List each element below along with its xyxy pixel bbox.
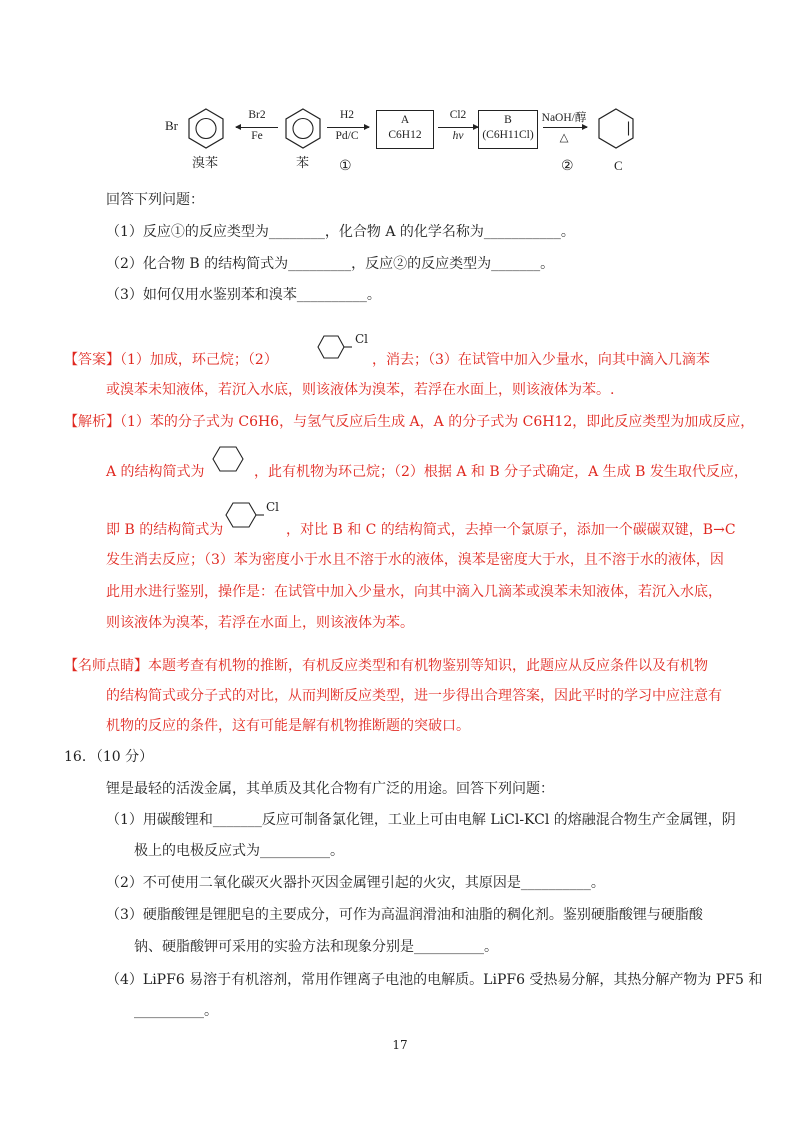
answer-line-1 [64,350,278,370]
q16-part3-line2: 钠、硬脂酸钾可采用的实验方法和现象分别是__________。 [134,939,498,955]
compound-b-box [478,110,538,149]
analysis-line-6: 则该液体为溴苯，若浮在水面上，则该液体为苯。 [106,615,414,631]
q16-part2: （2）不可使用二氧化碳灭火器扑灭因金属锂引起的火灾，其原因是__________。 [106,875,605,891]
arrow2-catalyst: Pd/C [335,130,359,142]
product-c-label: C [614,158,623,173]
q16-part1-line1: （1）用碳酸锂和_______反应可制备氯化锂，工业上可由电解 LiCl-KCl 的熔融混合物生产金属锂，阴 [106,812,736,828]
reaction-arrow-4 [543,127,587,128]
q15-intro: 回答下列问题： [106,192,204,208]
answer-part1: （1）加成，环己烷；（2） [120,352,278,368]
cyclohexane-structure-icon [205,442,249,476]
answer-cl-label: Cl [355,332,369,346]
compound-a-formula: C6H12 [388,129,422,141]
arrow3-condition: hν [452,130,464,142]
analysis-line-4: 发生消去反应；（3）苯为密度小于水且不溶于水的液体，溴苯是密度大于水，且不溶于水的液体，因 [106,552,724,568]
analysis-line-2a: A 的结构简式为 [106,464,205,480]
analysis-line-3b: ，对比 B 和 C 的结构简式，去掉一个氯原子，添加一个碳碳双键，B→C [286,522,736,538]
answer-part2: ，消去；（3）在试管中加入少量水，向其中滴入几滴苯 [372,352,710,368]
chlorocyclohexane-structure-icon [312,330,354,364]
q16-part1-line2: 极上的电极反应式为__________。 [134,843,344,859]
step1-marker: ① [339,158,352,174]
bromobenzene-ring-icon [186,107,226,149]
reaction-arrow-3 [438,127,478,128]
q15-part1: （1）反应①的反应类型为________，化合物 A 的化学名称为___________。 [106,224,575,240]
analysis-line-3a: 即 B 的结构简式为 [106,522,224,538]
analysis-tag: 【解析】 [64,414,120,430]
arrow1-reagent: Br2 [248,109,266,121]
arrow4-reagent: NaOH/醇 [541,112,587,124]
compound-a-box [376,110,434,149]
analysis-cl-label: Cl [266,500,280,514]
br-substituent-label: Br [165,118,178,133]
chlorocyclohexane-structure-icon-2 [220,498,264,532]
q16-number: 16．（10 分） [64,749,154,765]
cyclohexene-ring-icon [596,107,636,149]
bromobenzene-label: 溴苯 [192,156,219,171]
analysis-line-2b: ，此有机物为环己烷；（2）根据 A 和 B 分子式确定，A 生成 B 发生取代反应， [254,464,748,480]
q16-part4-line1: （4）LiPF6 易溶于有机溶剂，常用作锂离子电池的电解质。LiPF6 受热易分解，其热分解产物为 PF5 和 [106,972,763,988]
reaction-arrow-2 [327,127,369,128]
q16-part3-line1: （3）硬脂酸锂是锂肥皂的主要成分，可作为高温润滑油和油脂的稠化剂。鉴别硬脂酸锂与硬脂酸 [106,907,703,923]
page-number: 17 [392,1038,408,1052]
compound-b-formula: (C6H11Cl) [482,129,534,141]
teacher-line-1 [64,656,708,676]
compound-b-label: B [504,114,512,126]
teacher-tag: 【名师点睛】 [64,658,148,674]
reaction-arrow-1 [236,127,278,128]
step2-marker: ② [561,158,574,174]
arrow1-catalyst: Fe [251,130,263,142]
teacher-line-1-text: 本题考查有机物的推断，有机反应类型和有机物鉴别等知识，此题应从反应条件以及有机物 [148,658,708,674]
q15-part3: （3）如何仅用水鉴别苯和溴苯__________。 [106,287,381,303]
compound-a-label: A [400,114,410,126]
answer-tag: 【答案】 [64,352,120,368]
analysis-line-5: 此用水进行鉴别，操作是：在试管中加入少量水，向其中滴入几滴苯或溴苯未知液体，若沉入水底， [106,584,722,600]
arrow2-reagent: H2 [339,109,355,121]
answer-line-2: 或溴苯未知液体，若沉入水底，则该液体为溴苯，若浮在水面上，则该液体为苯。. [106,382,615,398]
q16-intro: 锂是最轻的活泼金属，其单质及其化合物有广泛的用途。回答下列问题： [106,781,554,797]
q16-part4-line2: __________。 [134,1003,218,1019]
benzene-label: 苯 [296,156,310,171]
analysis-line-1-text: （1）苯的分子式为 C6H6，与氢气反应后生成 A，A 的分子式为 C6H12，即此反应类型为加成反应， [120,414,755,430]
arrow3-reagent: Cl2 [449,109,467,121]
teacher-line-2: 的结构简式或分子式的对比，从而判断反应类型，进一步得出合理答案，因此平时的学习中应注意有 [106,688,722,704]
arrow4-condition: △ [559,132,569,144]
teacher-line-3: 机物的反应的条件，这有可能是解有机物推断题的突破口。 [106,718,470,734]
q15-part2: （2）化合物 B 的结构简式为_________，反应②的反应类型为_______。 [106,256,555,272]
analysis-line-1 [64,412,754,432]
